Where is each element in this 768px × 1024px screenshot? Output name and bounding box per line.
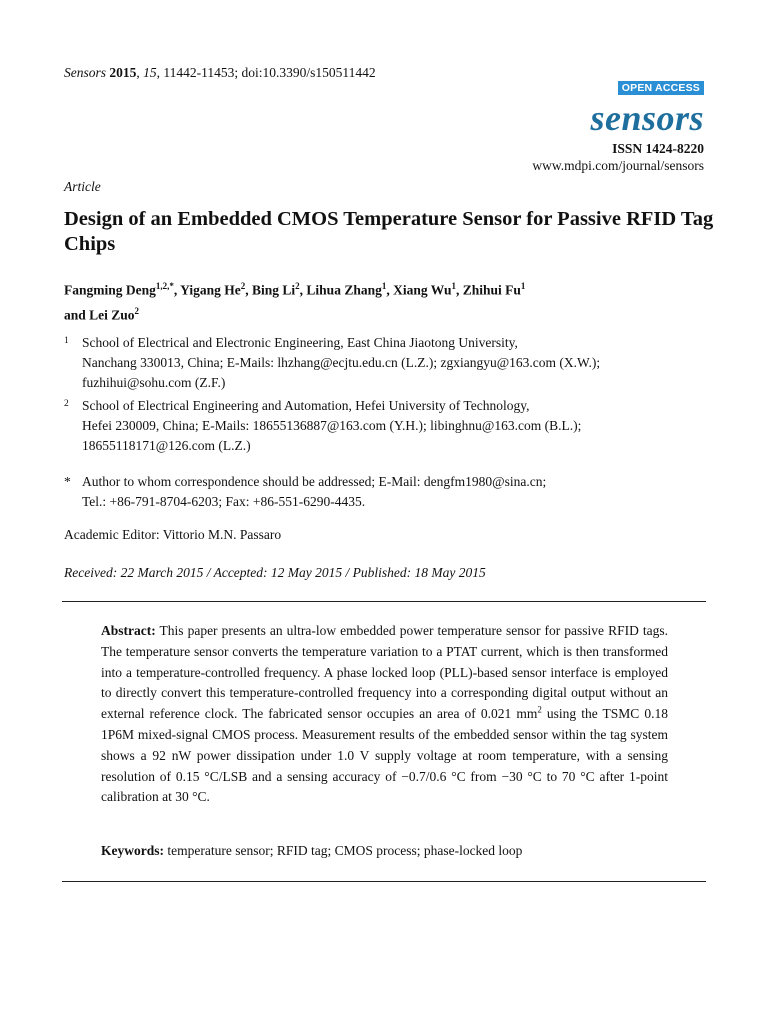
author-affiliation-mark: 2 xyxy=(240,281,246,291)
affiliation-1 xyxy=(64,333,714,393)
keywords xyxy=(101,843,668,859)
correspondence-star: * xyxy=(64,474,71,489)
abstract-text-continued: using the TSMC 0.18 1P6M mixed-signal CMOS process. Measurement results of the embedded sensor within the tag system shows a 92 nW power dissipation under 1.0 V supply voltage at room temperature, with a sensing resolution of 0.15 °C/LSB and a sensing accuracy of −0.7/0.6 °C from −30 °C to 70 °C after 1-point calibration at 30 °C. xyxy=(101,706,669,805)
author-list: Fangming Deng$^{1,2,*}$, Yigang He$^2$, Bing Li$^2$, Lihua Zhang$^1$, Xiang Wu$^1$, Zhihui Fu$^1$ and Lei Zuo$^2$ xyxy=(64,281,526,322)
correspondence-line: Author to whom correspondence should be addressed; E-Mail: dengfm1980@sina.cn; xyxy=(82,474,547,489)
author-name: Bing Li xyxy=(252,282,296,298)
affiliation-number: 1 xyxy=(64,336,69,346)
keywords-text: temperature sensor; RFID tag; CMOS process; phase-locked loop xyxy=(164,843,523,858)
academic-editor: Academic Editor: Vittorio M.N. Passaro xyxy=(64,527,282,542)
affiliation-line: Nanchang 330013, China; E-Mails: lhzhang@ecjtu.edu.cn (L.Z.); zgxiangyu@163.com (X.W.); xyxy=(82,355,601,370)
journal-logo: sensors xyxy=(590,98,704,138)
article-type: Article xyxy=(64,179,101,194)
article-title: Design of an Embedded CMOS Temperature Sensor for Passive RFID Tag Chips xyxy=(64,208,714,255)
affiliation-line: School of Electrical Engineering and Automation, Hefei University of Technology, xyxy=(82,398,530,413)
open-access-badge: OPEN ACCESS xyxy=(618,81,704,95)
abstract-superscript: 2 xyxy=(537,704,542,715)
author-name: Yigang He xyxy=(180,282,241,298)
citation-separator: , xyxy=(136,65,144,80)
affiliation-line: School of Electrical and Electronic Engineering, East China Jiaotong University, xyxy=(82,335,518,350)
corresponding-mark: * xyxy=(169,281,174,291)
author-affiliation-mark: 1 xyxy=(520,281,526,291)
author-affiliation-mark: 1,2, xyxy=(155,281,170,291)
citation-line xyxy=(64,65,376,81)
citation-pages-doi: , 11442-11453; doi:10.3390/s150511442 xyxy=(156,65,376,80)
publication-dates: Received: 22 March 2015 / Accepted: 12 May 2015 / Published: 18 May 2015 xyxy=(64,565,486,580)
affiliation-number: 2 xyxy=(64,399,69,409)
abstract xyxy=(101,621,668,808)
affiliation-line: 18655118171@126.com (L.Z.) xyxy=(82,438,251,453)
citation-journal: Sensors xyxy=(64,65,107,80)
correspondence-line: Tel.: +86-791-8704-6203; Fax: +86-551-6290-4435. xyxy=(82,494,366,509)
affiliation-line: fuzhihui@sohu.com (Z.F.) xyxy=(82,375,226,390)
author-name: Fangming Deng xyxy=(64,282,156,298)
abstract-label: Abstract: xyxy=(101,623,156,638)
author-name: Lihua Zhang xyxy=(306,282,382,298)
journal-url[interactable]: www.mdpi.com/journal/sensors xyxy=(532,158,704,173)
correspondence-note xyxy=(64,472,714,512)
issn: ISSN 1424-8220 xyxy=(612,141,704,156)
abstract-text: This paper presents an ultra-low embedded power temperature sensor for passive RFID tags. The temperature sensor converts the temperature variation to a PTAT current, which is then transformed into a temperature-controlled frequency. A phase locked loop (PLL)-based sensor interface is employed to directly convert this temperature-controlled frequency into a corresponding digital output without an external reference clock. The fabricated sensor occupies an area of 0.021 mm xyxy=(101,623,668,722)
citation-year: 2015 xyxy=(106,65,137,80)
author-name: Zhihui Fu xyxy=(462,282,521,298)
author-and: and xyxy=(64,307,90,322)
affiliation-line: Hefei 230009, China; E-Mails: 18655136887@163.com (Y.H.); libinghnu@163.com (B.L.); xyxy=(82,418,582,433)
citation-volume: 15 xyxy=(143,65,157,80)
divider-bottom xyxy=(62,881,706,882)
author-affiliation-mark: 2 xyxy=(295,281,300,291)
keywords-label: Keywords: xyxy=(101,843,164,858)
author-name: Lei Zuo xyxy=(89,307,135,322)
author-name: Xiang Wu xyxy=(393,282,452,298)
author-affiliation-mark: 1 xyxy=(381,281,387,291)
author-affiliation-mark: 2 xyxy=(134,305,140,316)
affiliation-2 xyxy=(64,396,714,456)
divider-top xyxy=(62,601,706,602)
author-affiliation-mark: 1 xyxy=(451,281,456,291)
